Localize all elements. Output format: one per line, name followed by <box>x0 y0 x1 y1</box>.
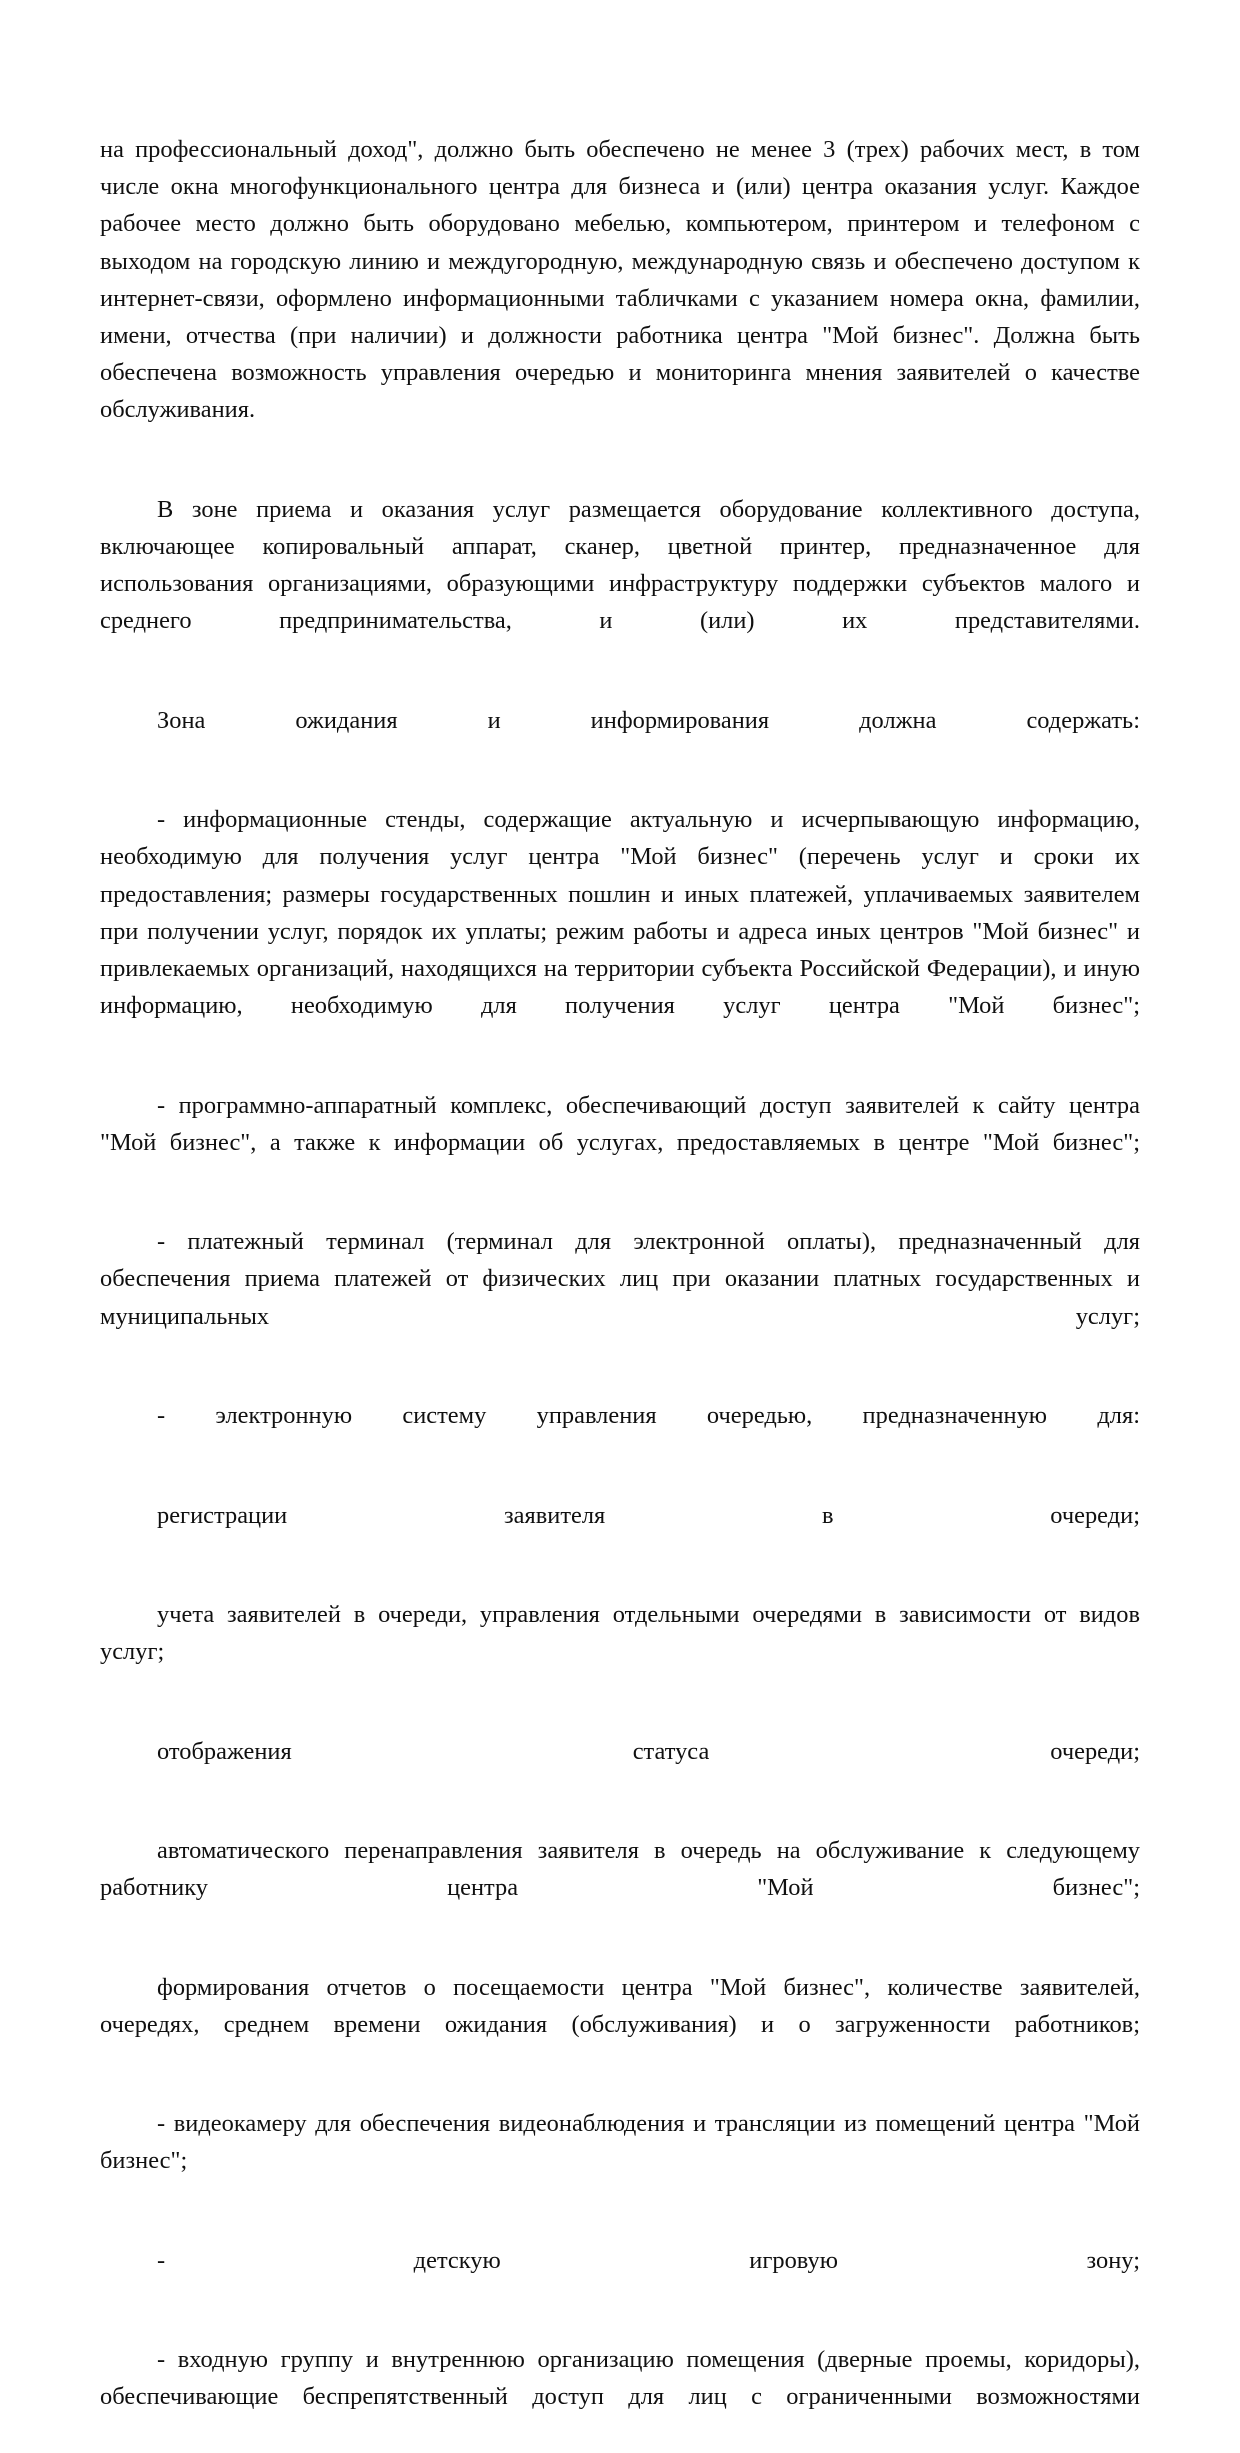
document-body <box>100 131 1140 2453</box>
list-item-information-stands: - информационные стенды, содержащие актуальную и исчерпывающую информацию, необходимую для получения услуг центра "Мой бизнес" (перечень услуг и сроки их предоставления; размеры государственных пошлин и иных платежей, уплачиваемых заявителем при получении услуг, порядок их уплаты; режим работы и адреса иных центров "Мой бизнес" и привлекаемых организаций, находящихся на территории субъекта Российской Федерации), и иную информацию, необходимую для получения услуг центра "Мой бизнес"; <box>100 806 1140 1020</box>
list-item-payment-terminal: - платежный терминал (терминал для электронной оплаты), предназначенный для обеспечения приема платежей от физических лиц при оказании платных государственных и муниципальных услуг; <box>100 1228 1140 1330</box>
sub-item-report-generation: формирования отчетов о посещаемости центра "Мой бизнес", количестве заявителей, очередях, среднем времени ожидания (обслуживания) и о загруженности работников; <box>100 1973 1140 2038</box>
paragraph-reception-zone-equipment: В зоне приема и оказания услуг размещается оборудование коллективного доступа, включающее копировальный аппарат, сканер, цветной принтер, предназначенное для использования организациями, образующими инфраструктуру поддержки субъектов малого и среднего предпринимательства, и (или) их представителями. <box>100 495 1140 635</box>
sub-item-queue-status-display: отображения статуса очереди; <box>157 1737 1140 1765</box>
sub-item-applicant-accounting: учета заявителей в очереди, управления отдельными очередями в зависимости от видов услуг; <box>100 1600 1140 1666</box>
sub-item-applicant-registration: регистрации заявителя в очереди; <box>157 1501 1140 1529</box>
list-item-electronic-queue-system: - электронную систему управления очередью, предназначенную для: <box>157 1402 1140 1430</box>
list-item-video-camera: - видеокамеру для обеспечения видеонаблюдения и трансляции из помещений центра "Мой бизнес"; <box>100 2110 1140 2175</box>
list-item-childrens-play-area: - детскую игровую зону; <box>157 2246 1140 2274</box>
list-item-software-hardware-complex: - программно-аппаратный комплекс, обеспечивающий доступ заявителей к сайту центра "Мой бизнес", а также к информации об услугах, предоставляемых в центре "Мой бизнес"; <box>100 1091 1140 1156</box>
list-item-entrance-group: - входную группу и внутреннюю организацию помещения (дверные проемы, коридоры), обеспечивающие беспрепятственный доступ для лиц с ограниченными возможностями <box>100 2346 1140 2411</box>
paragraph-continuation: на профессиональный доход", должно быть обеспечено не менее 3 (трех) рабочих мест, в том числе окна многофункционального центра для бизнеса и (или) центра оказания услуг. Каждое рабочее место должно быть оборудовано мебелью, компьютером, принтером и телефоном с выходом на городскую линию и междугородную, международную связь и обеспечено доступом к интернет-связи, оформлено информационными табличками с указанием номера окна, фамилии, имени, отчества (при наличии) и должности работника центра "Мой бизнес". Должна быть обеспечена возможность управления очередью и мониторинга мнения заявителей о качестве обслуживания. <box>100 136 1140 424</box>
paragraph-waiting-zone-heading: Зона ожидания и информирования должна содержать: <box>157 706 1140 734</box>
sub-item-automatic-redirection: автоматического перенаправления заявителя в очередь на обслуживание к следующему работнику центра "Мой бизнес"; <box>100 1836 1140 1902</box>
